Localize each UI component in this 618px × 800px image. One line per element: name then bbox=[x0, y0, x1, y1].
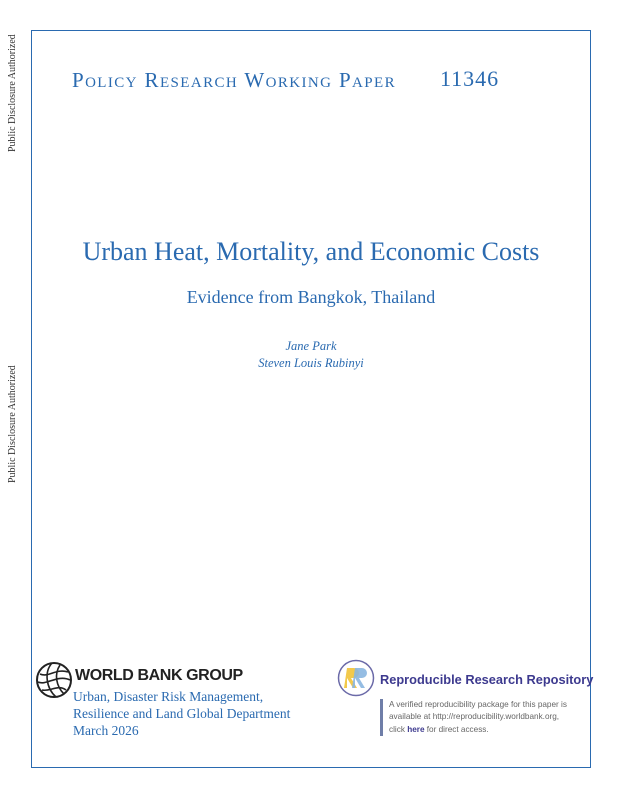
author-name: Jane Park bbox=[285, 339, 337, 353]
department-block bbox=[73, 688, 290, 739]
department-line: Resilience and Land Global Department bbox=[73, 706, 291, 721]
rrr-description: A verified reproducibility package for this paper is available at http://reproducibility.worldbank.org, click here for direct access. bbox=[389, 700, 567, 734]
series-title: Policy Research Working Paper bbox=[72, 68, 396, 92]
rrr-here-link[interactable]: here bbox=[407, 724, 425, 734]
reproducible-research-logo-icon bbox=[337, 659, 375, 697]
author-name: Steven Louis Rubinyi bbox=[258, 356, 364, 370]
author-list bbox=[31, 338, 591, 372]
paper-subtitle: Evidence from Bangkok, Thailand bbox=[186, 287, 436, 307]
world-bank-group-wordmark: WORLD BANK GROUP bbox=[75, 667, 243, 684]
paper-title: Urban Heat, Mortality, and Economic Costs bbox=[82, 237, 540, 266]
cover-frame bbox=[31, 30, 594, 768]
reproducible-research-title: Reproducible Research Repository bbox=[380, 672, 594, 687]
rrr-accent-bar bbox=[380, 699, 383, 736]
department-line: Urban, Disaster Risk Management, bbox=[73, 689, 264, 704]
paper-number: 11346 bbox=[440, 66, 500, 91]
publication-date: March 2026 bbox=[73, 723, 139, 738]
world-bank-globe-icon bbox=[34, 660, 74, 700]
